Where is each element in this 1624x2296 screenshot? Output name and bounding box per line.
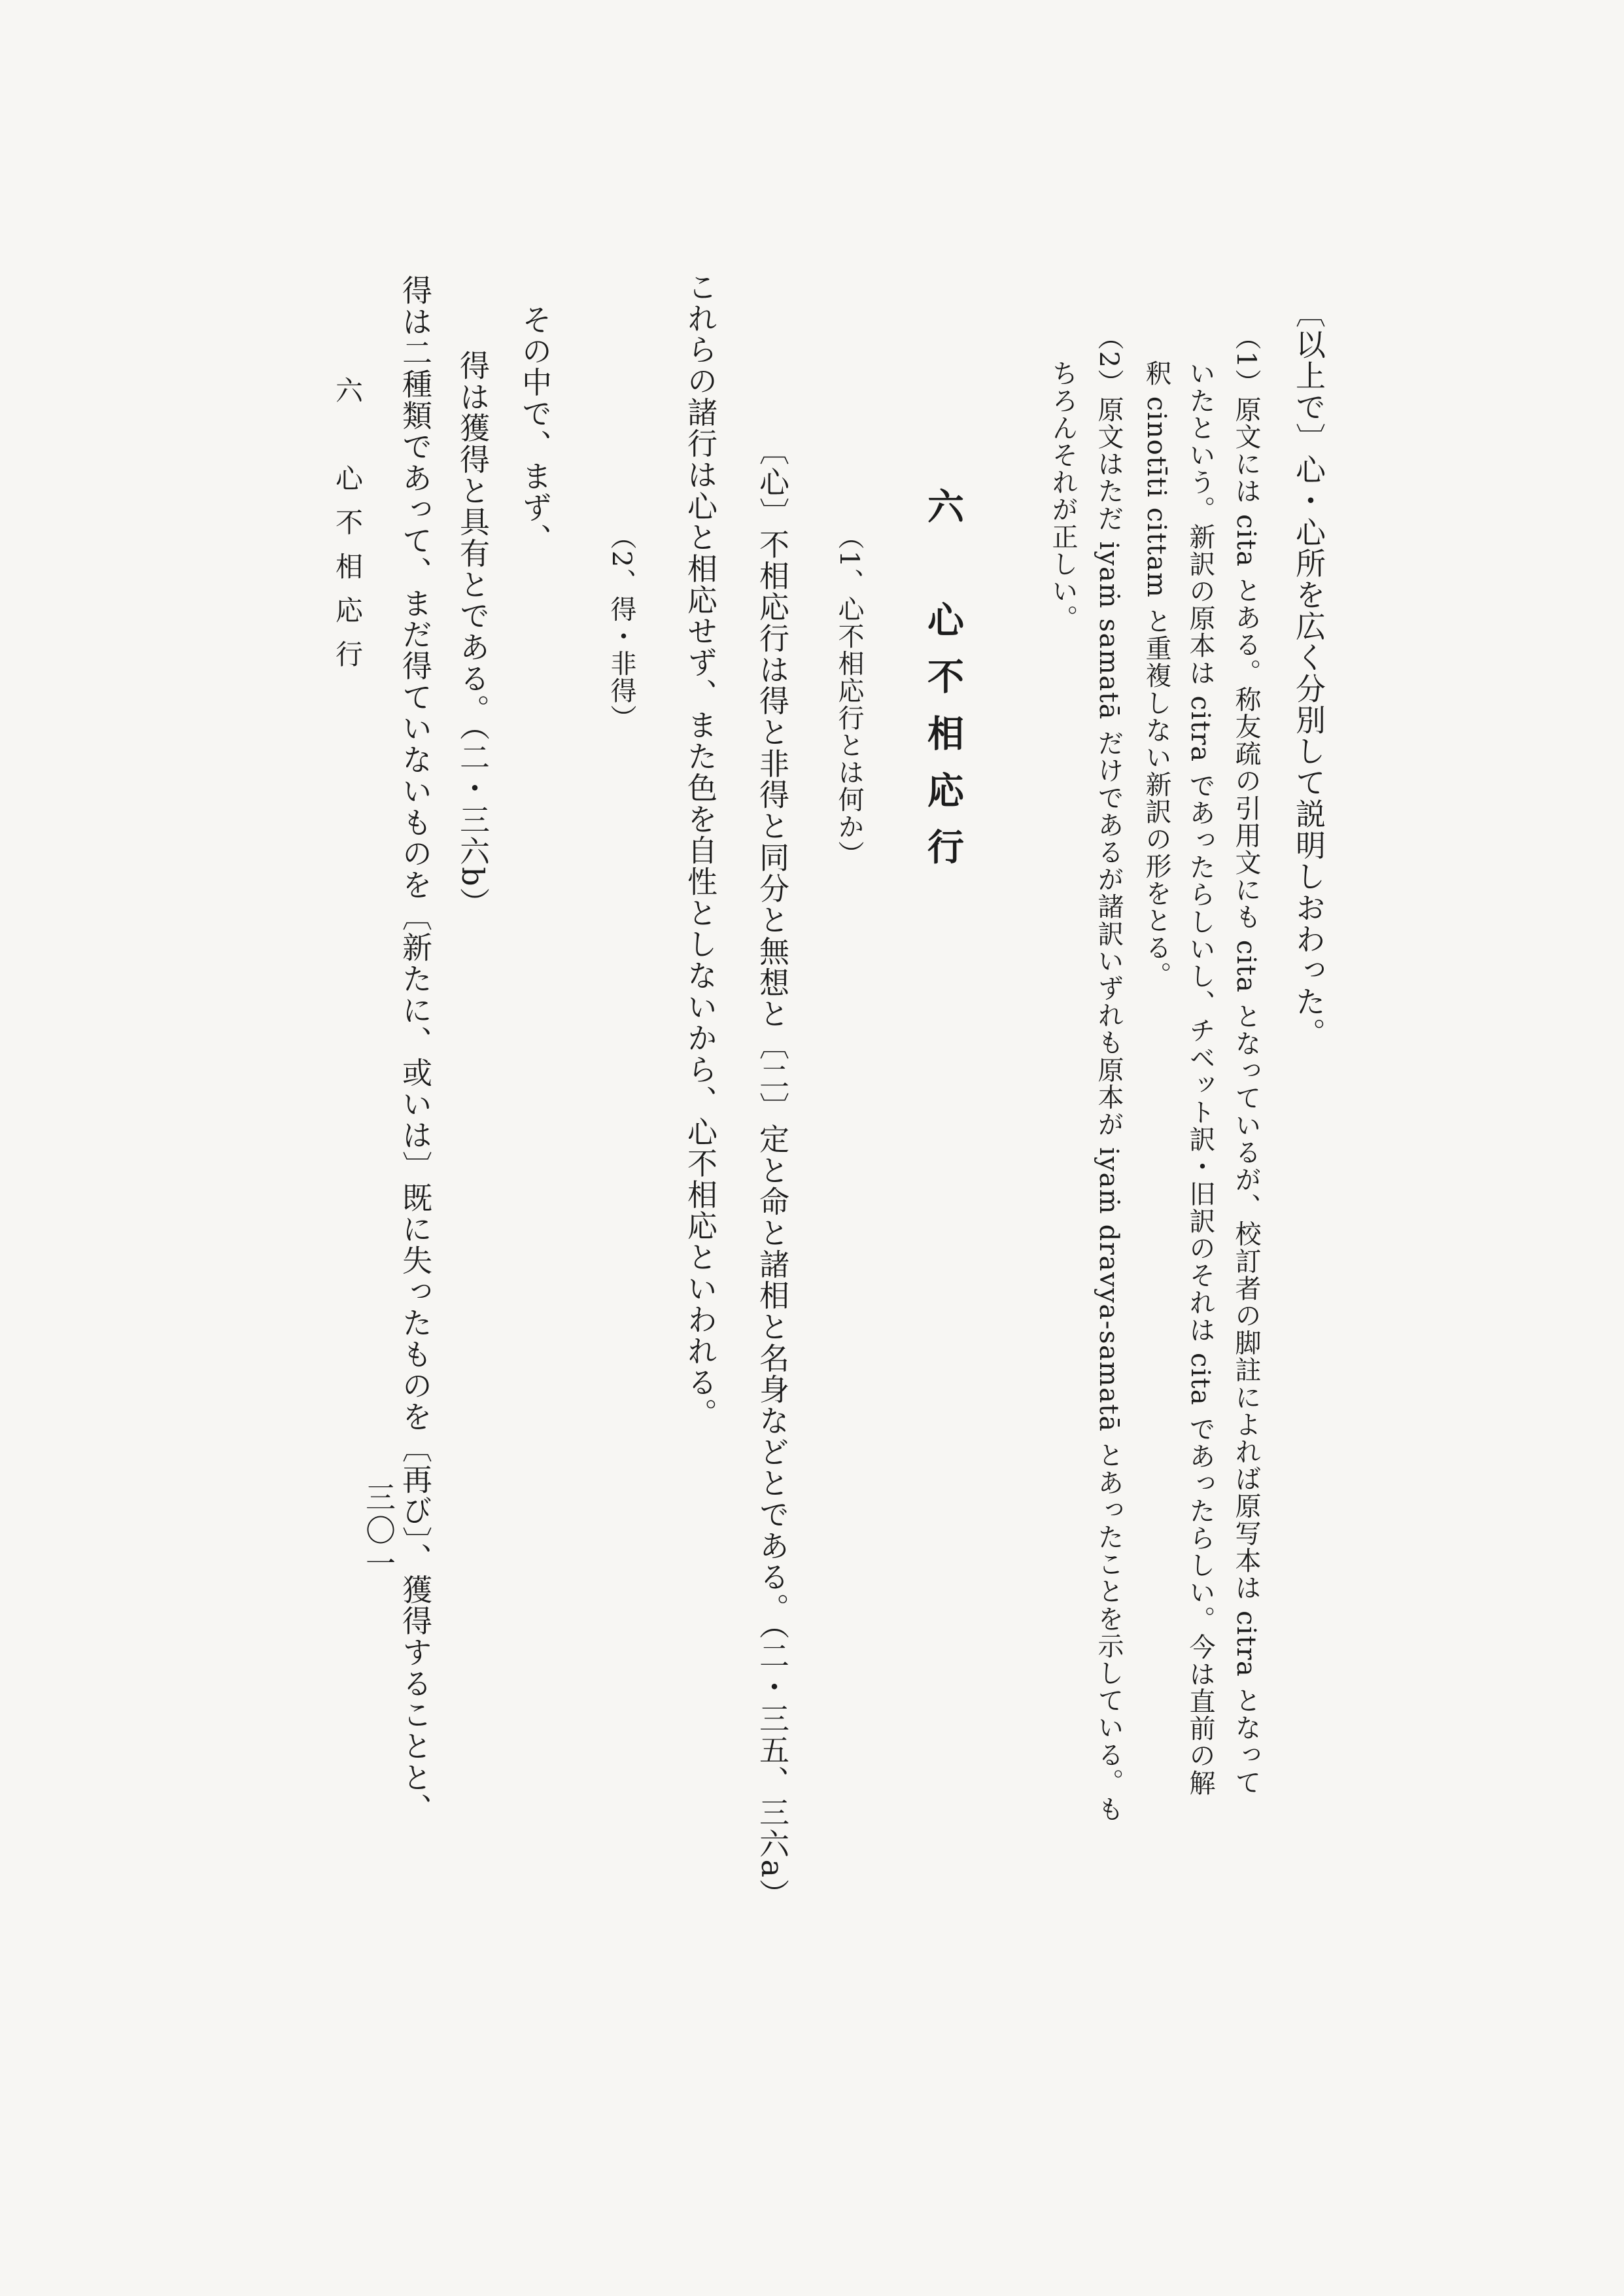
footnote-2-line-1: （2）原文はただ iyaṁ samatā だけであるが諸訳いずれも原本が iyaṁ dravya-samatā とあったことを示している。も (1094, 324, 1124, 1823)
footnote-1-line-2: いたという。新訳の原本は citra であったらしいし、チベット訳・旧訳のそれは cita であったらしい。今は直前の解 (1185, 360, 1215, 1797)
page-number: 三〇一 (361, 1482, 396, 1581)
body-line-intro: その中で、まず、 (517, 304, 553, 555)
footnote-2-line-2: ちろんそれが正しい。 (1048, 360, 1078, 632)
subsection-heading-2: （2、得・非得） (606, 523, 636, 732)
footnote-1-line-3: 釈 cinotīti cittam と重複しない新訳の形をとる。 (1141, 360, 1171, 989)
running-title: 六 心不相応行 (332, 376, 364, 684)
verse-line-2: 得は獲得と具有とである。（二・三六b） (455, 350, 491, 919)
closing-line: 〔以上で〕心・心所を広く分別して説明しおわった。 (1291, 298, 1326, 1049)
verse-line: 〔心〕不相応行は得と非得と同分と無想と〔二〕定と命と諸相と名身などとである。（二・三五、三六a） (755, 435, 790, 1910)
body-line: これらの諸行は心と相応せず、また色を自性としないから、心不相応といわれる。 (683, 271, 718, 1430)
body-line-2: 得は二種類であって、まだ得ていないものを〔新たに、或いは〕既に失ったものを〔再び〕、獲得することと、 (398, 275, 433, 1824)
footnote-1-line-1: （1）原文には cita とある。称友疏の引用文にも cita となっているが、校訂者の脚註によれば原写本は citra となって (1231, 324, 1261, 1796)
subsection-heading-1: （1、心不相応行とは何か） (834, 523, 864, 868)
section-heading: 六 心不相応行 (922, 487, 965, 885)
